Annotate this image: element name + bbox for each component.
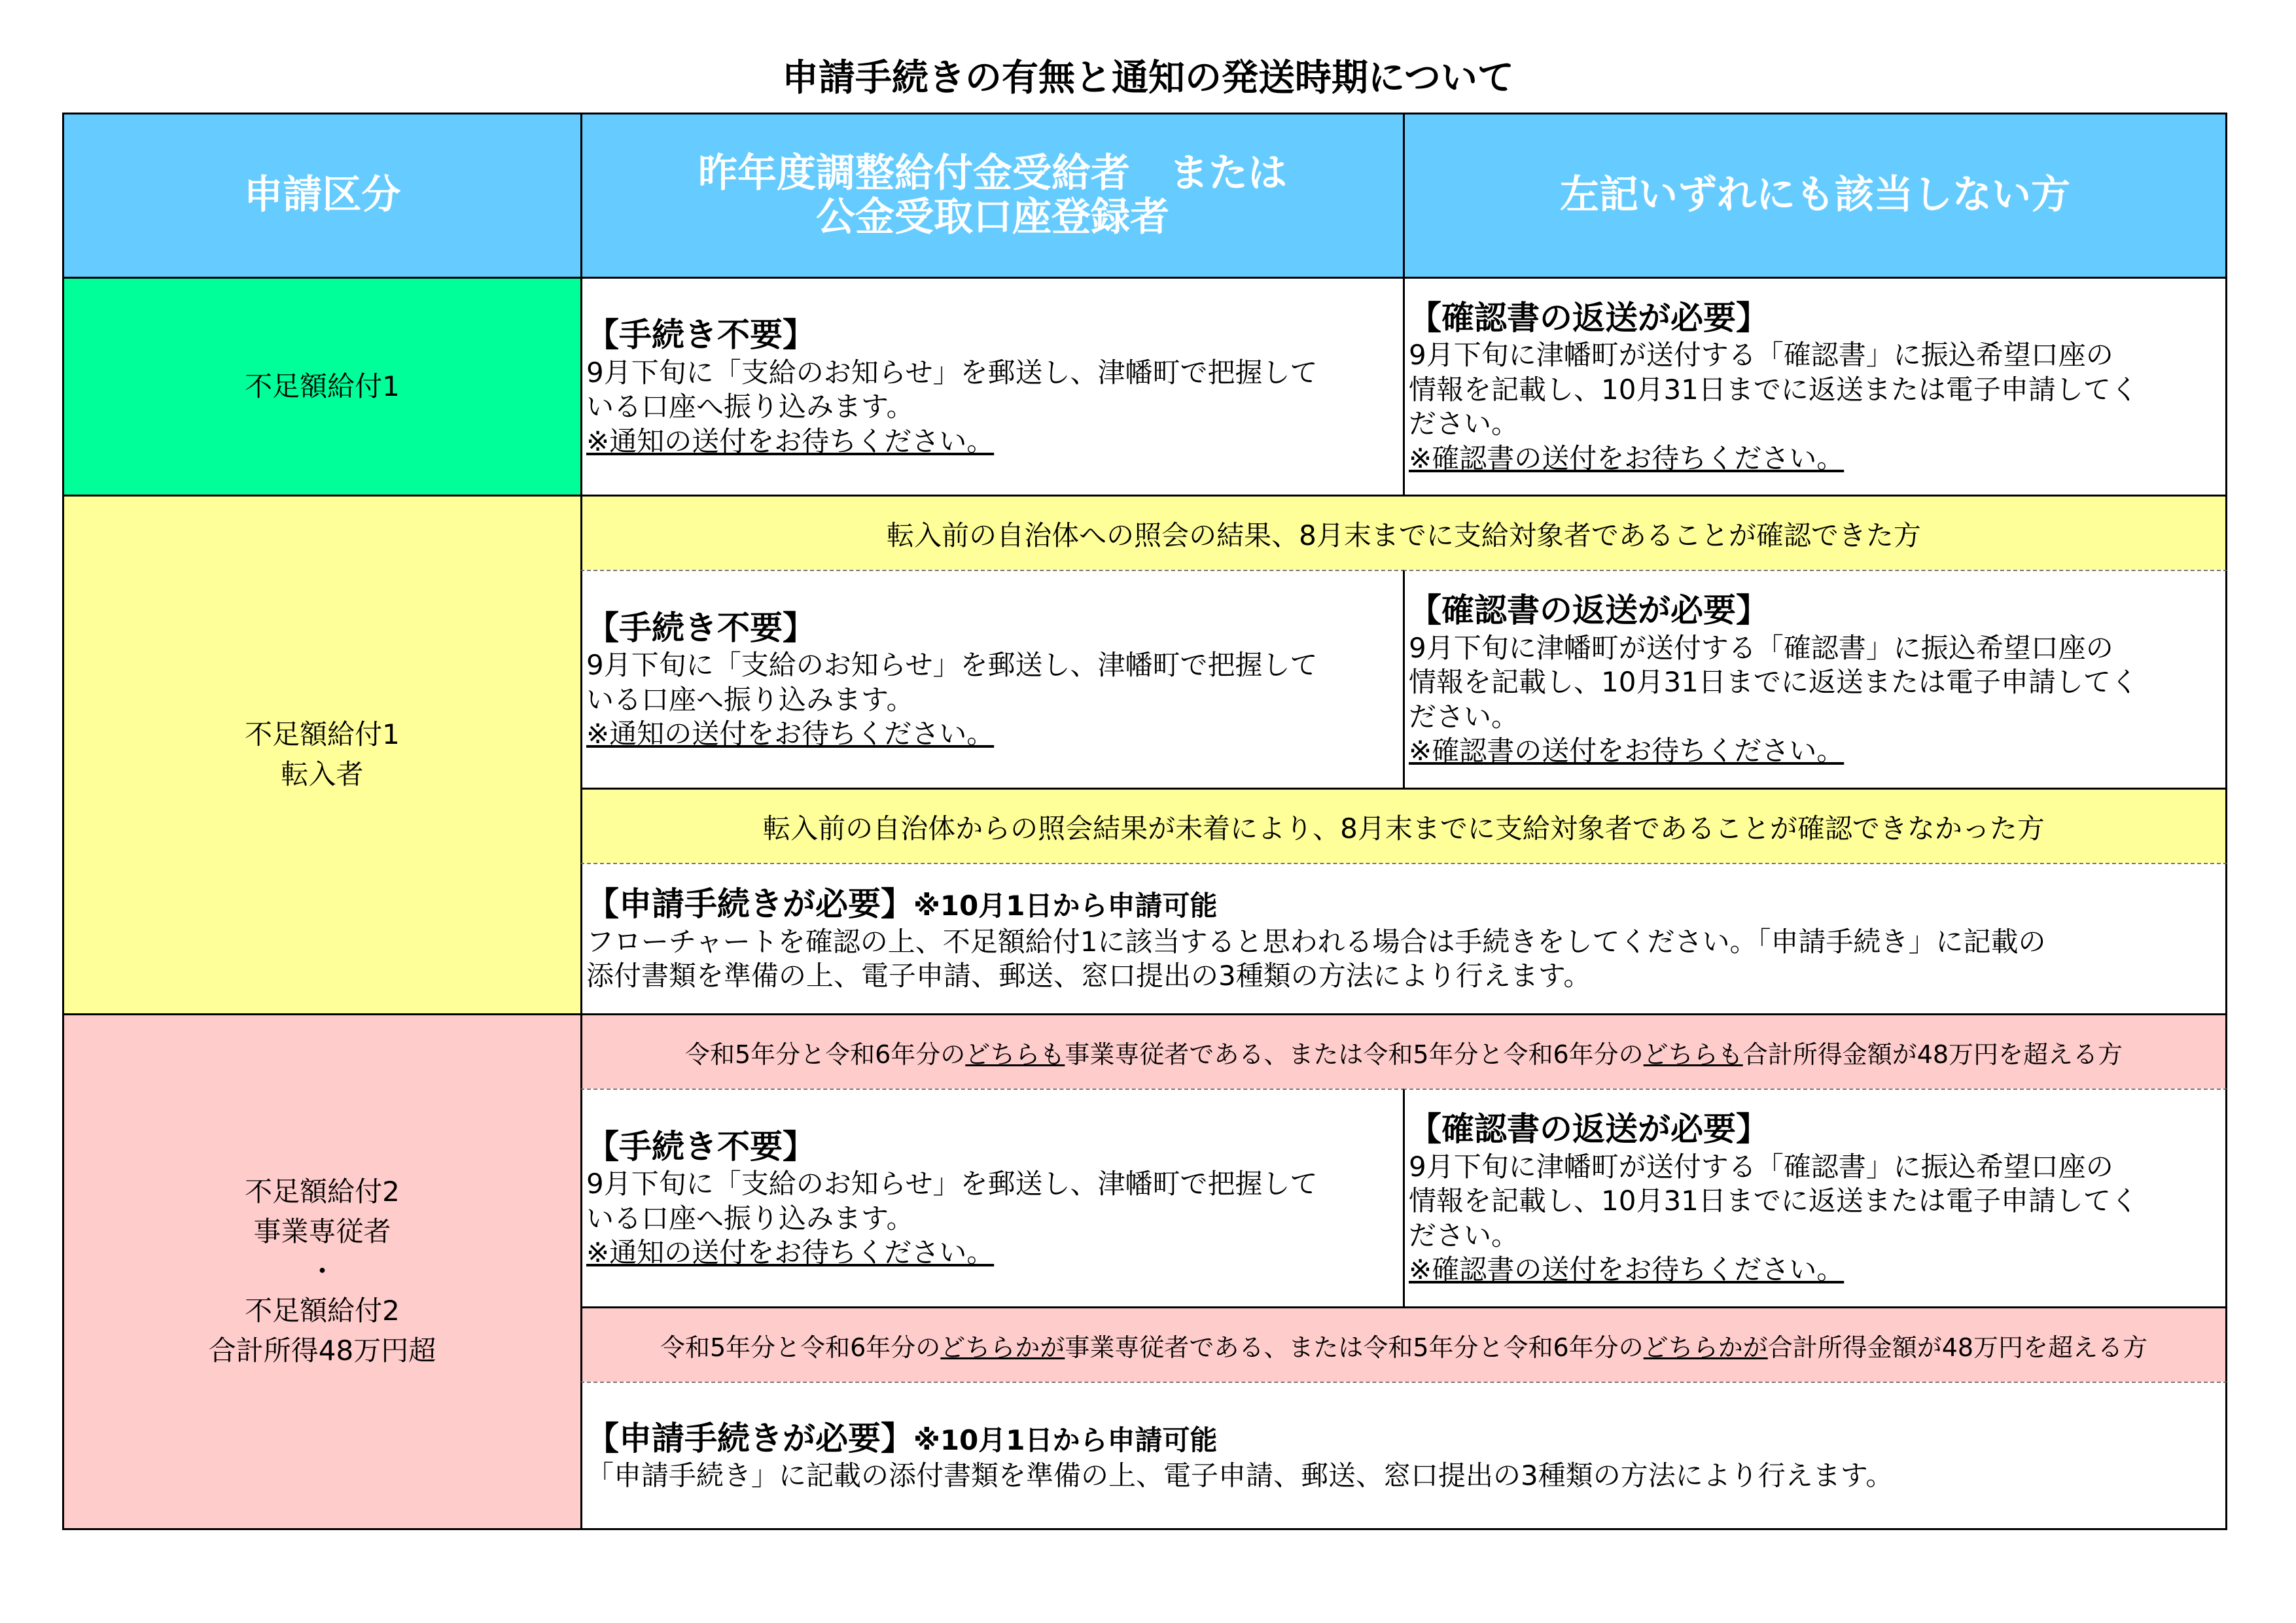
no-procedure-cell: 【手続き不要】 9月下旬に「支給のお知らせ」を郵送し、津幡町で把握して いる口座へ振り込みます。 ※通知の送付をお待ちください。 bbox=[580, 570, 1405, 790]
header-recipients: 昨年度調整給付金受給者 または 公金受取口座登録者 bbox=[580, 113, 1405, 279]
category-shortfall-2: 不足額給付2 事業専従者 ・ 不足額給付2 合計所得48万円超 bbox=[62, 1013, 582, 1530]
page-title: 申請手続きの有無と通知の発送時期について bbox=[782, 57, 1514, 99]
confirmation-cell: 【確認書の返送が必要】 9月下旬に津幡町が送付する「確認書」に振込希望口座の 情報を記載し、10月31日までに返送または電子申請してく ださい。 ※確認書の送付をお待ちください。 bbox=[1403, 277, 2227, 497]
confirmation-cell: 【確認書の返送が必要】 9月下旬に津幡町が送付する「確認書」に振込希望口座の 情報を記載し、10月31日までに返送または電子申請してく ださい。 ※確認書の送付をお待ちください。 bbox=[1403, 1089, 2227, 1308]
application-required-cell: 【申請手続きが必要】※10月1日から申請可能 フローチャートを確認の上、不足額給付1に該当すると思われる場合は手続きをしてください。「申請手続き」に記載の 添付書類を準備の上、電子申請、郵送、窓口提出の3種類の方法により行えます。 bbox=[580, 863, 2227, 1015]
header-category: 申請区分 bbox=[62, 113, 582, 279]
no-procedure-cell: 【手続き不要】 9月下旬に「支給のお知らせ」を郵送し、津幡町で把握して いる口座へ振り込みます。 ※通知の送付をお待ちください。 bbox=[580, 1089, 1405, 1308]
condition-both-years: 令和5年分と令和6年分の どちらも 事業専従者である、または令和5年分と令和6年分の どちらも 合計所得金額が48万円を超える方 bbox=[580, 1013, 2227, 1091]
no-procedure-cell: 【手続き不要】 9月下旬に「支給のお知らせ」を郵送し、津幡町で把握して いる口座へ振り込みます。 ※通知の送付をお待ちください。 bbox=[580, 277, 1405, 497]
confirmation-cell: 【確認書の返送が必要】 9月下旬に津幡町が送付する「確認書」に振込希望口座の 情報を記載し、10月31日までに返送または電子申請してく ださい。 ※確認書の送付をお待ちください。 bbox=[1403, 570, 2227, 790]
category-shortfall-1-transfer: 不足額給付1 転入者 bbox=[62, 495, 582, 1015]
category-shortfall-1: 不足額給付1 bbox=[62, 277, 582, 497]
condition-either-year: 令和5年分と令和6年分の どちらかが 事業専従者である、または令和5年分と令和6年分の どちらかが 合計所得金額が48万円を超える方 bbox=[580, 1306, 2227, 1384]
condition-unconfirmed: 転入前の自治体からの照会結果が未着により、8月末までに支給対象者であることが確認できなかった方 bbox=[580, 788, 2227, 865]
application-required-cell: 【申請手続きが必要】※10月1日から申請可能 「申請手続き」に記載の添付書類を準備の上、電子申請、郵送、窓口提出の3種類の方法により行えます。 bbox=[580, 1382, 2227, 1530]
condition-confirmed: 転入前の自治体への照会の結果、8月末までに支給対象者であることが確認できた方 bbox=[580, 495, 2227, 572]
header-others: 左記いずれにも該当しない方 bbox=[1403, 113, 2227, 279]
